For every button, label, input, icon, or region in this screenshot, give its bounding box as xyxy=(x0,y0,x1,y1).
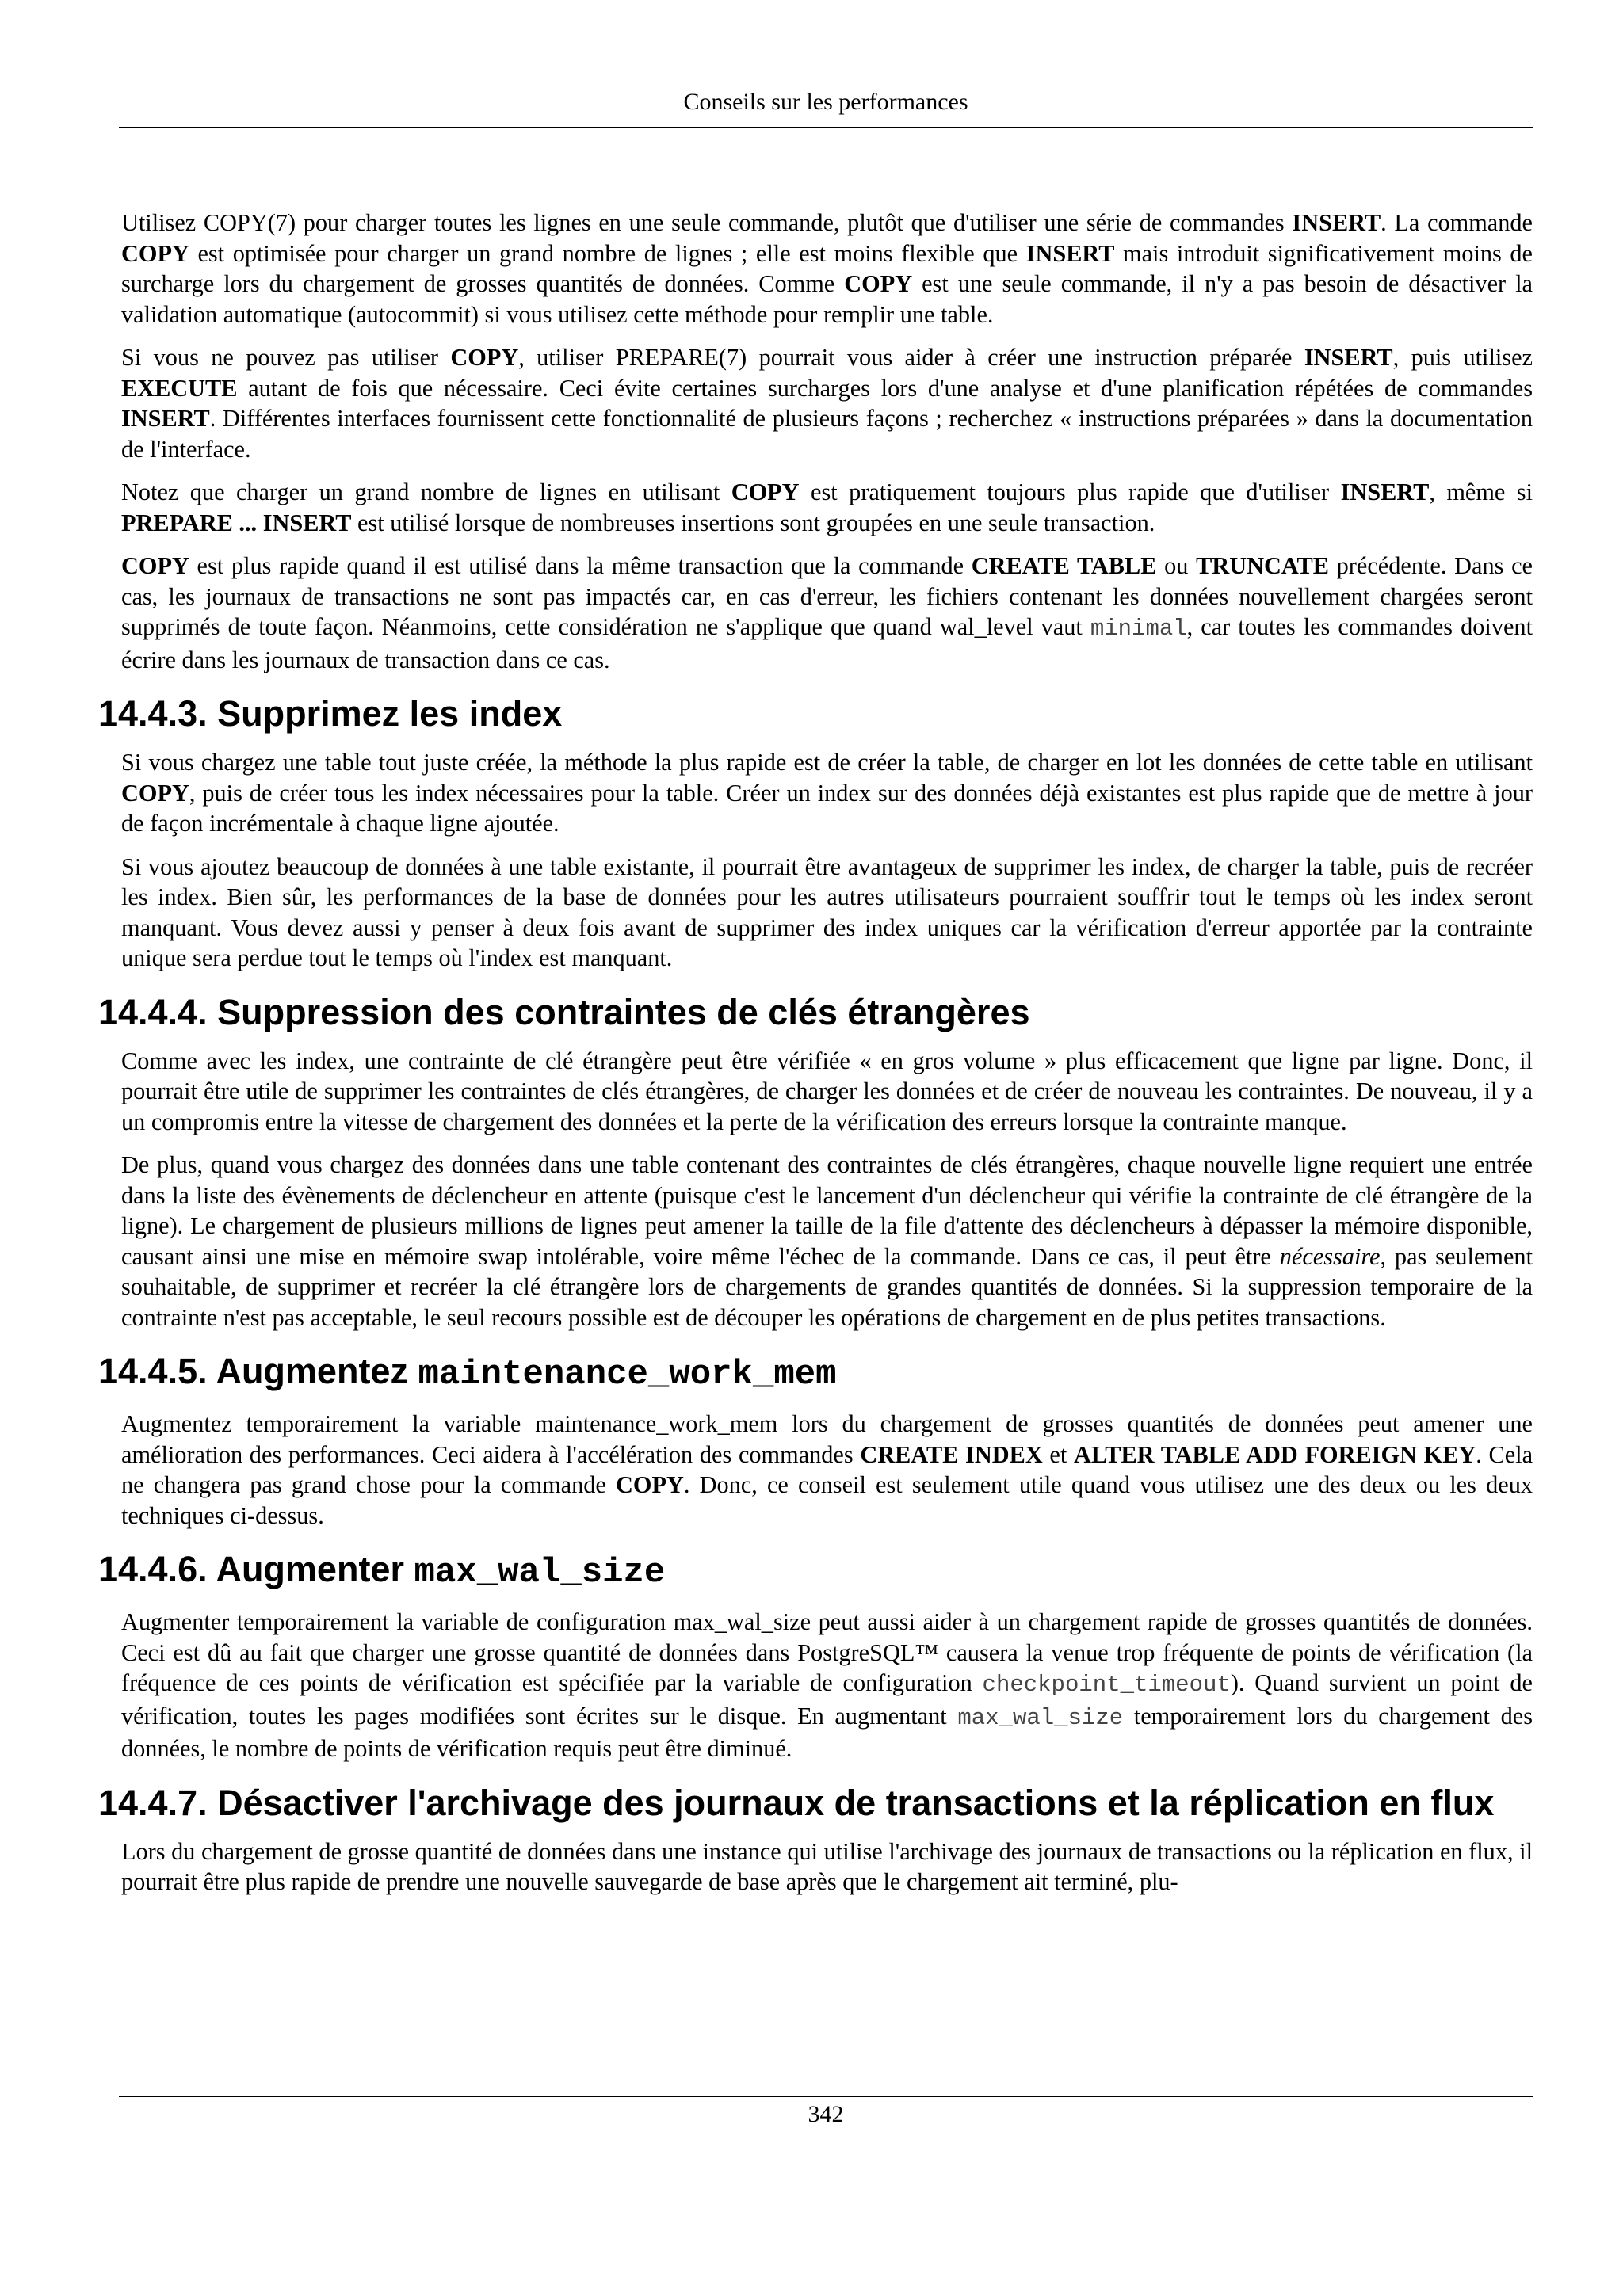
paragraph: Lors du chargement de grosse quantité de données dans une instance qui utilise l'archivage des journaux de transactions ou la réplication en flux, il pourrait être plus rapide de prendre une nouvelle sauvegarde de base après que le chargement ait terminé, plu- xyxy=(121,1837,1533,1895)
page-number: 342 xyxy=(808,2101,844,2127)
section-heading: 14.4.6. Augmenter max_wal_size xyxy=(98,1549,666,1592)
section-heading: 14.4.4. Suppression des contraintes de clés étrangères xyxy=(98,991,1030,1032)
paragraph: Si vous ne pouvez pas utiliser COPY, utiliser PREPARE(7) pourrait vous aider à créer une instruction préparée INSERT, puis utilisez EXECUTE autant de fois que nécessaire. Ceci évite certaines surcharges lors d'une analyse et d'une planification répétées de commandes INSERT. Différentes interfaces fournissent cette fonctionnalité de plusieurs façons ; recherchez « instructions préparées » dans la documentation de l'interface. xyxy=(121,344,1533,463)
paragraph: Augmenter temporairement la variable de configuration max_wal_size peut aussi aider à un chargement rapide de grosses quantités de données. Ceci est dû au fait que charger une grosse quantité de données dans PostgreSQL™ causera la venue trop fréquente de points de vérification (la fréquence de ces points de vérification est spécifiée par la variable de configuration checkpoint_timeout). Quand survient un point de vérification, toutes les pages modifiées sont écrites sur le disque. En augmentant max_wal_size temporairement lors du chargement des données, le nombre de points de vérification requis peut être diminué. xyxy=(121,1608,1533,1762)
paragraph: Augmentez temporairement la variable maintenance_work_mem lors du chargement de grosses quantités de données peut amener une amélioration des performances. Ceci aidera à l'accélération des commandes CREATE INDEX et ALTER TABLE ADD FOREIGN KEY. Cela ne changera pas grand chose pour la commande COPY. Donc, ce conseil est seulement utile quand vous utilisez une des deux ou les deux techniques ci-dessus. xyxy=(121,1410,1533,1529)
section-heading: 14.4.3. Supprimez les index xyxy=(98,693,563,734)
paragraph: COPY est plus rapide quand il est utilisé dans la même transaction que la commande CREATE TABLE ou TRUNCATE précédente. Dans ce cas, les journaux de transactions ne sont pas impactés car, en cas d'erreur, les fichiers contenant les données nouvellement chargées seront supprimés de toute façon. Néanmoins, cette considération ne s'applique que quand wal_level vaut minimal, car toutes les commandes doivent écrire dans les journaux de transaction dans ce cas. xyxy=(121,552,1533,673)
header-rule xyxy=(119,127,1533,128)
section-heading: 14.4.7. Désactiver l'archivage des journaux de transactions et la réplication en flux xyxy=(98,1782,1495,1823)
section-heading: 14.4.5. Augmentez maintenance_work_mem xyxy=(98,1351,837,1394)
paragraph: Utilisez COPY(7) pour charger toutes les lignes en une seule commande, plutôt que d'utiliser une série de commandes INSERT. La commande COPY est optimisée pour charger un grand nombre de lignes ; elle est moins flexible que INSERT mais introduit significativement moins de surcharge lors du chargement de grosses quantités de données. Comme COPY est une seule commande, il n'y a pas besoin de désactiver la validation automatique (autocommit) si vous utilisez cette méthode pour remplir une table. xyxy=(121,209,1533,328)
paragraph: Comme avec les index, une contrainte de clé étrangère peut être vérifiée « en gros volume » plus efficacement que ligne par ligne. Donc, il pourrait être utile de supprimer les contraintes de clés étrangères, de charger les données et de créer de nouveau les contraintes. De nouveau, il y a un compromis entre la vitesse de chargement des données et la perte de la vérification des erreurs lorsque la contrainte manque. xyxy=(121,1047,1533,1135)
paragraph: Si vous chargez une table tout juste créée, la méthode la plus rapide est de créer la table, de charger en lot les données de cette table en utilisant COPY, puis de créer tous les index nécessaires pour la table. Créer un index sur des données déjà existantes est plus rapide que de mettre à jour de façon incrémentale à chaque ligne ajoutée. xyxy=(121,749,1533,837)
paragraph: Si vous ajoutez beaucoup de données à une table existante, il pourrait être avantageux de supprimer les index, de charger la table, puis de recréer les index. Bien sûr, les performances de la base de données pour les autres utilisateurs pourraient souffrir tout le temps où les index seront manquant. Vous devez aussi y penser à deux fois avant de supprimer des index uniques car la vérification d'erreur apportée par la contrainte unique sera perdue tout le temps où l'index est manquant. xyxy=(121,852,1533,971)
footer-rule xyxy=(119,2096,1533,2097)
paragraph: De plus, quand vous chargez des données dans une table contenant des contraintes de clés étrangères, chaque nouvelle ligne requiert une entrée dans la liste des évènements de déclencheur en attente (puisque c'est le lancement d'un déclencheur qui vérifie la contrainte de clé étrangère de la ligne). Le chargement de plusieurs millions de lignes peut amener la taille de la file d'attente des déclencheurs à dépasser la mémoire disponible, causant ainsi une mise en mémoire swap intolérable, voire même l'échec de la commande. Dans ce cas, il peut être nécessaire, pas seulement souhaitable, de supprimer et recréer la clé étrangère lors de chargements de grandes quantités de données. Si la suppression temporaire de la contrainte n'est pas acceptable, le seul recours possible est de découper les opérations de chargement en de plus petites transactions. xyxy=(121,1151,1533,1331)
running-header: Conseils sur les performances xyxy=(683,89,968,115)
page-body xyxy=(0,208,1623,1910)
paragraph: Notez que charger un grand nombre de lignes en utilisant COPY est pratiquement toujours plus rapide que d'utiliser INSERT, même si PREPARE ... INSERT est utilisé lorsque de nombreuses insertions sont groupées en une seule transaction. xyxy=(121,479,1533,536)
